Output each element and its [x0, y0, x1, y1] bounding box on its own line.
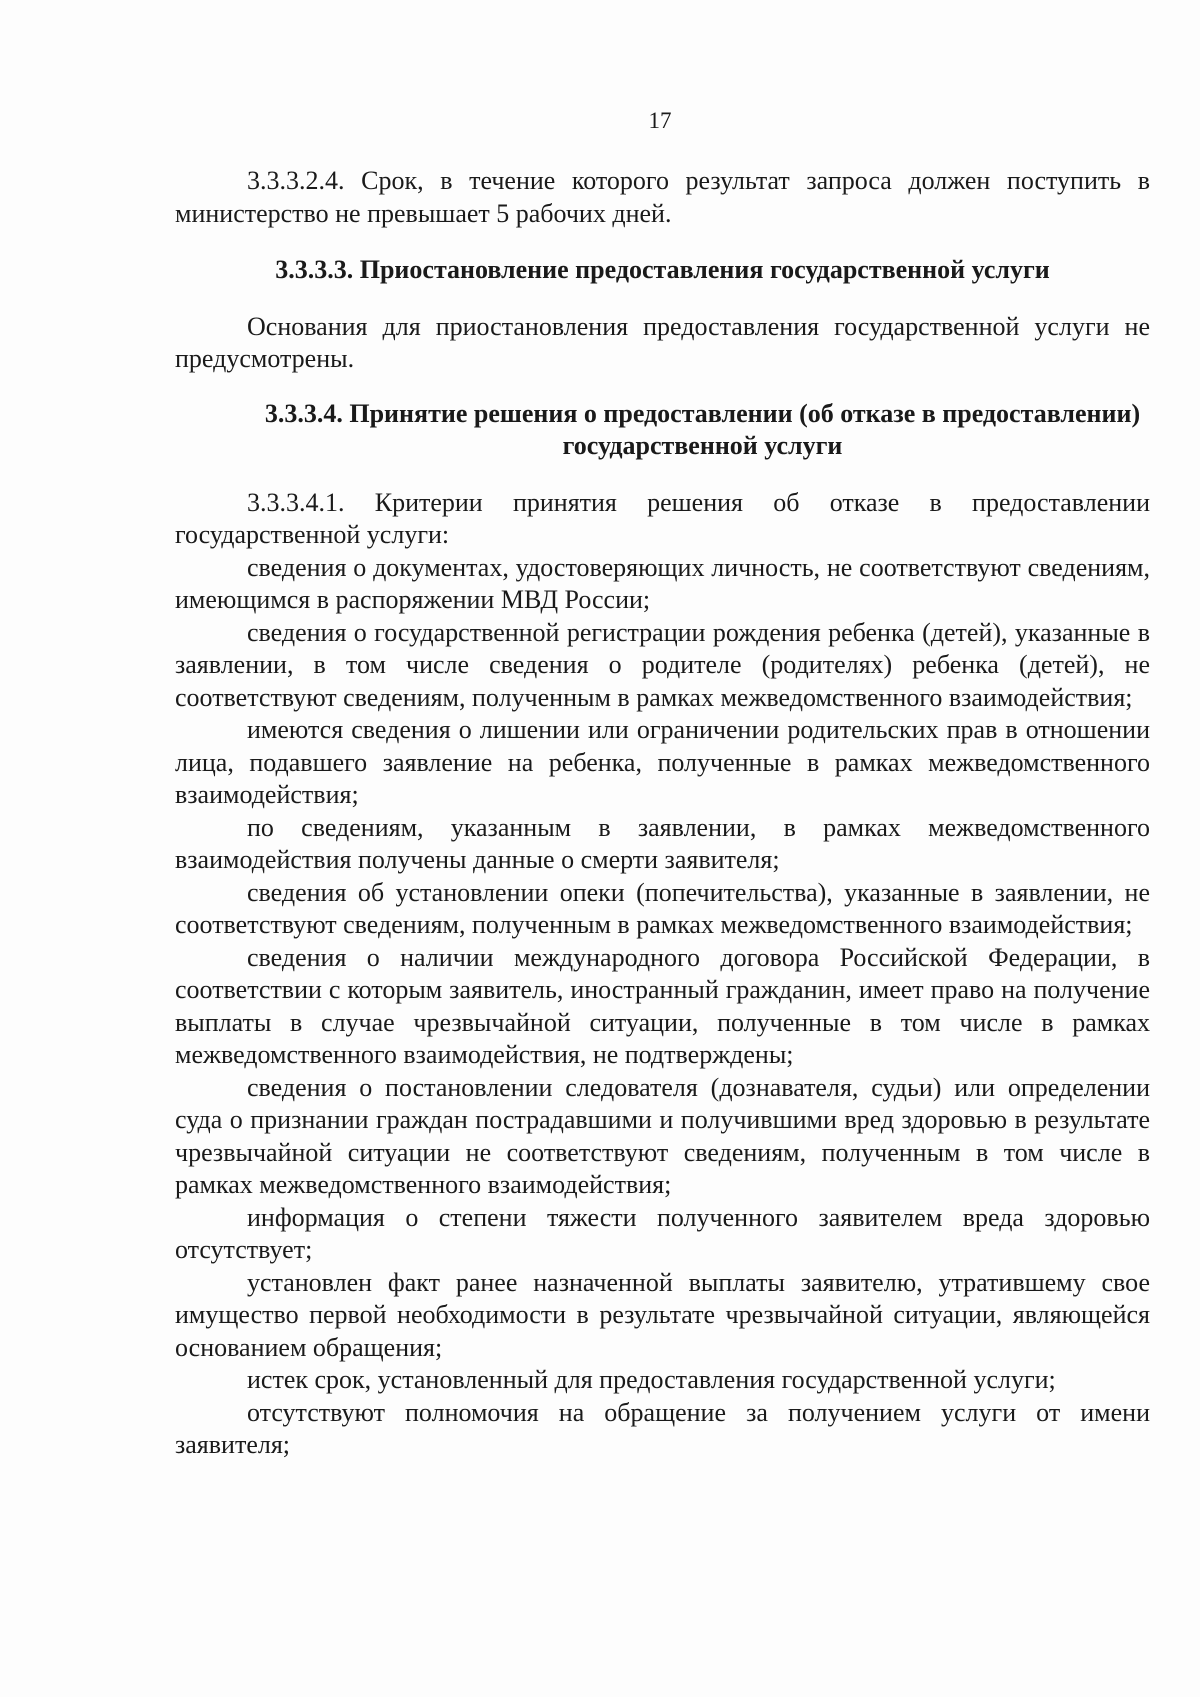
- document-body: [175, 165, 1150, 1462]
- page-number: 17: [648, 108, 672, 133]
- criteria-item: сведения о постановлении следователя (дознавателя, судьи) или определении суда о признании граждан пострадавшими и получившими вред здоровью в результате чрезвычайной ситуации не соответствуют сведениям, полученным в том числе в рамках межведомственного взаимодействия;: [175, 1072, 1150, 1199]
- criteria-item: сведения о наличии международного договора Российской Федерации, в соответствии с которым заявитель, иностранный гражданин, имеет право на получение выплаты в случае чрезвычайной ситуации, полученные в том числе в рамках межведомственного взаимодействия, не подтверждены;: [175, 942, 1150, 1069]
- criteria-item: информация о степени тяжести полученного заявителем вреда здоровью отсутствует;: [175, 1202, 1150, 1264]
- paragraph-criteria-intro: 3.3.3.4.1. Критерии принятия решения об отказе в предоставлении государственной услуги:: [175, 487, 1150, 549]
- criteria-item: сведения о документах, удостоверяющих личность, не соответствуют сведениям, имеющимся в распоряжении МВД России;: [175, 552, 1150, 614]
- paragraph-deadline: 3.3.3.2.4. Срок, в течение которого результат запроса должен поступить в министерство не превышает 5 рабочих дней.: [175, 166, 1150, 228]
- paragraph-suspension: Основания для приостановления предоставления государственной услуги не предусмотрены.: [175, 311, 1150, 373]
- criteria-item: отсутствуют полномочия на обращение за получением услуги от имени заявителя;: [175, 1397, 1150, 1459]
- criteria-item: по сведениям, указанным в заявлении, в рамках межведомственного взаимодействия получены данные о смерти заявителя;: [175, 812, 1150, 874]
- criteria-item: сведения об установлении опеки (попечительства), указанные в заявлении, не соответствуют сведениям, полученным в рамках межведомственного взаимодействия;: [175, 877, 1150, 939]
- criteria-item: истек срок, установленный для предоставления государственной услуги;: [247, 1365, 1056, 1394]
- section-heading-suspension: 3.3.3.3. Приостановление предоставления государственной услуги: [275, 255, 1050, 284]
- criteria-item: имеются сведения о лишении или ограничении родительских прав в отношении лица, подавшего заявление на ребенка, полученные в рамках межведомственного взаимодействия;: [175, 715, 1150, 809]
- criteria-item: установлен факт ранее назначенной выплаты заявителю, утратившему свое имущество первой необходимости в результате чрезвычайной ситуации, являющейся основанием обращения;: [175, 1267, 1150, 1362]
- section-heading-decision: 3.3.3.4. Принятие решения о предоставлении (об отказе в предоставлении) государственной услуги: [264, 398, 1141, 460]
- criteria-item: сведения о государственной регистрации рождения ребенка (детей), указанные в заявлении, в том числе сведения о родителе (родителях) ребенка (детей), не соответствуют сведениям, полученным в рамках межведомственного взаимодействия;: [175, 617, 1150, 712]
